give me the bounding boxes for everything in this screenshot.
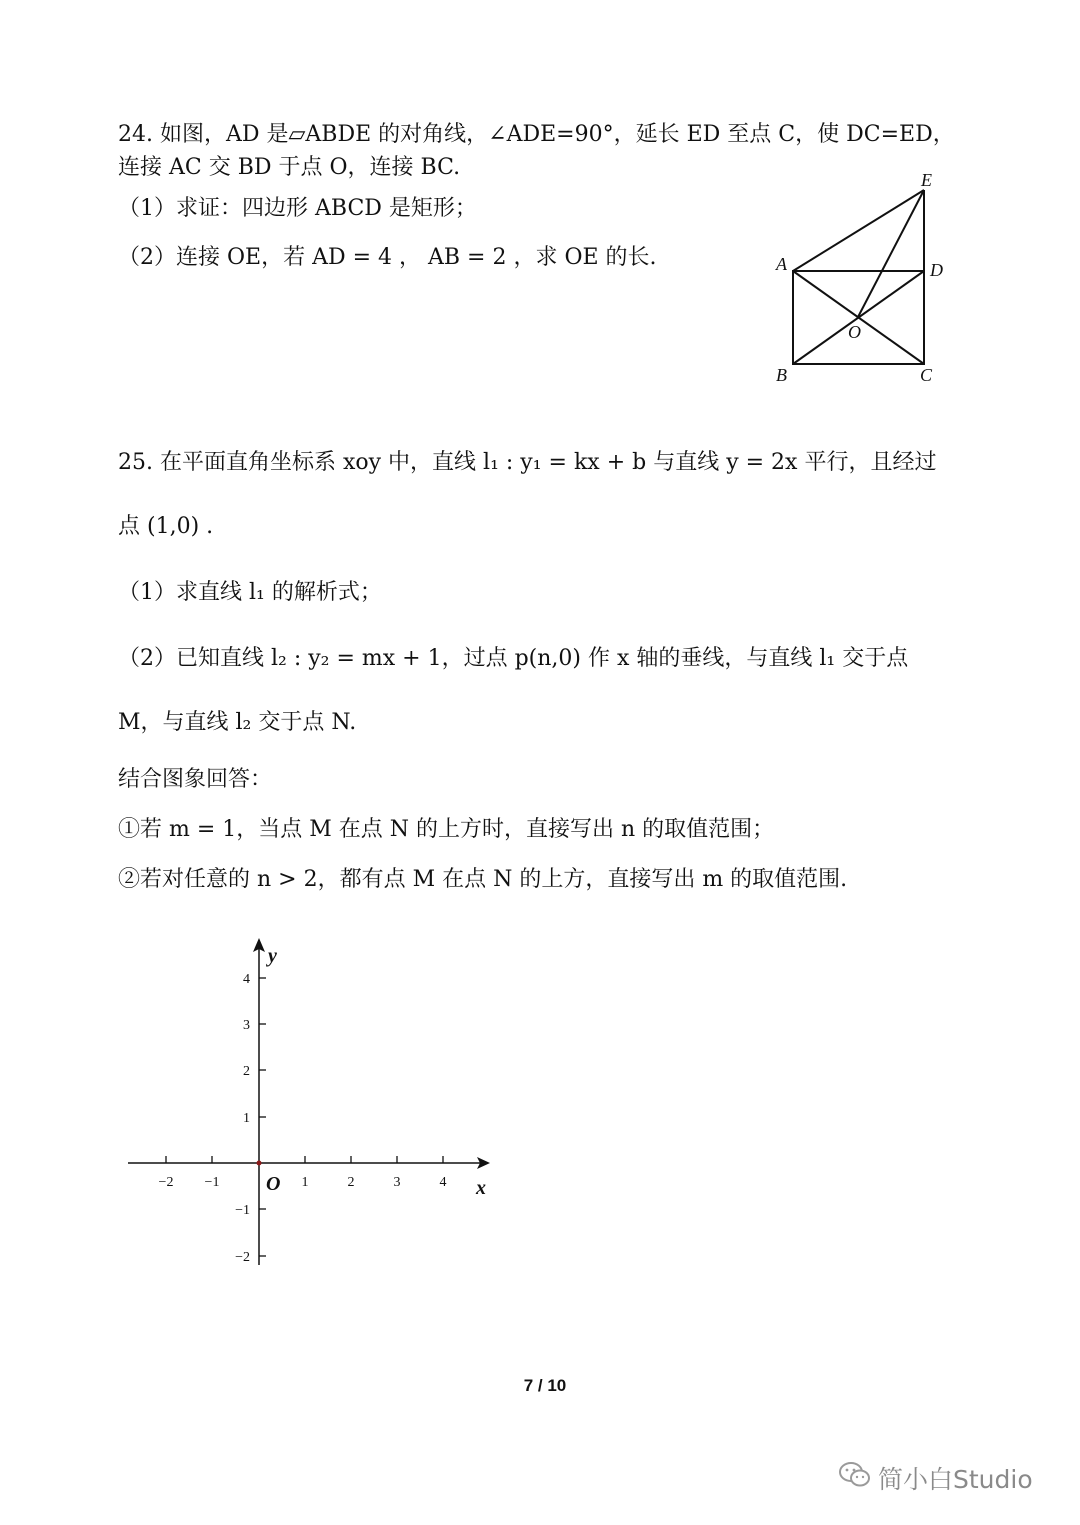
q24-line-1: 24. 如图，AD 是▱ABDE 的对角线，∠ADE=90°，延长 ED 至点 C，使 DC=ED， bbox=[118, 122, 955, 147]
label-e: E bbox=[921, 170, 932, 190]
y-axis-label: y bbox=[268, 945, 277, 967]
segment-ae bbox=[793, 190, 924, 271]
q24-line-2: 连接 AC 交 BD 于点 O，连接 BC. bbox=[118, 155, 461, 180]
y-tick-label: −2 bbox=[235, 1250, 250, 1265]
label-c: C bbox=[920, 365, 933, 385]
q25-part-1: （1）求直线 l₁ 的解析式； bbox=[118, 580, 382, 605]
watermark-text: 简小白Studio bbox=[878, 1465, 1033, 1494]
label-o: O bbox=[848, 322, 861, 342]
y-tick-label: 3 bbox=[243, 1018, 250, 1033]
x-tick-label: 4 bbox=[439, 1175, 447, 1190]
x-tick-label: 2 bbox=[347, 1175, 355, 1190]
q24-part-2: （2）连接 OE，若 AD = 4 ， AB = 2 ，求 OE 的长. bbox=[118, 245, 657, 270]
label-a: A bbox=[776, 254, 787, 274]
x-tick-label: 1 bbox=[301, 1175, 309, 1190]
coordinate-axes bbox=[120, 930, 500, 1275]
q25-part-2a: （2）已知直线 l₂ : y₂ = mx + 1，过点 p(n,0) 作 x 轴的垂线，与直线 l₁ 交于点 bbox=[118, 646, 909, 671]
q25-sub-2: ②若对任意的 n > 2，都有点 M 在点 N 的上方，直接写出 m 的取值范围. bbox=[118, 867, 848, 892]
y-tick-label: 1 bbox=[243, 1111, 250, 1126]
q24-part-1: （1）求证：四边形 ABCD 是矩形； bbox=[118, 196, 477, 221]
y-tick-label: 2 bbox=[243, 1064, 250, 1079]
x-tick-label: −1 bbox=[204, 1175, 220, 1190]
origin-dot bbox=[257, 1161, 262, 1166]
segment-oe bbox=[858, 190, 924, 317]
q25-part-2b: M，与直线 l₂ 交于点 N. bbox=[118, 710, 357, 735]
watermark bbox=[838, 1458, 1078, 1498]
wechat-icon bbox=[838, 1460, 872, 1490]
page-number: 7 / 10 bbox=[523, 1376, 567, 1395]
x-axis-label: x bbox=[476, 1177, 486, 1199]
q25-line-1: 25. 在平面直角坐标系 xoy 中，直线 l₁ : y₁ = kx + b 与直线 y = 2x 平行，且经过 bbox=[118, 450, 937, 475]
origin-label: O bbox=[266, 1173, 281, 1195]
q25-hint: 结合图象回答： bbox=[118, 767, 273, 792]
label-d: D bbox=[930, 260, 943, 280]
x-tick-label: 3 bbox=[393, 1175, 401, 1190]
y-tick-label: 4 bbox=[243, 972, 250, 987]
q24-figure bbox=[760, 160, 960, 390]
q25-line-2: 点 (1,0) . bbox=[118, 514, 214, 539]
label-b: B bbox=[776, 365, 787, 385]
x-tick-label: −2 bbox=[158, 1175, 174, 1190]
q25-sub-1: ①若 m = 1，当点 M 在点 N 的上方时，直接写出 n 的取值范围； bbox=[118, 817, 775, 842]
y-tick-label: −1 bbox=[235, 1203, 250, 1218]
